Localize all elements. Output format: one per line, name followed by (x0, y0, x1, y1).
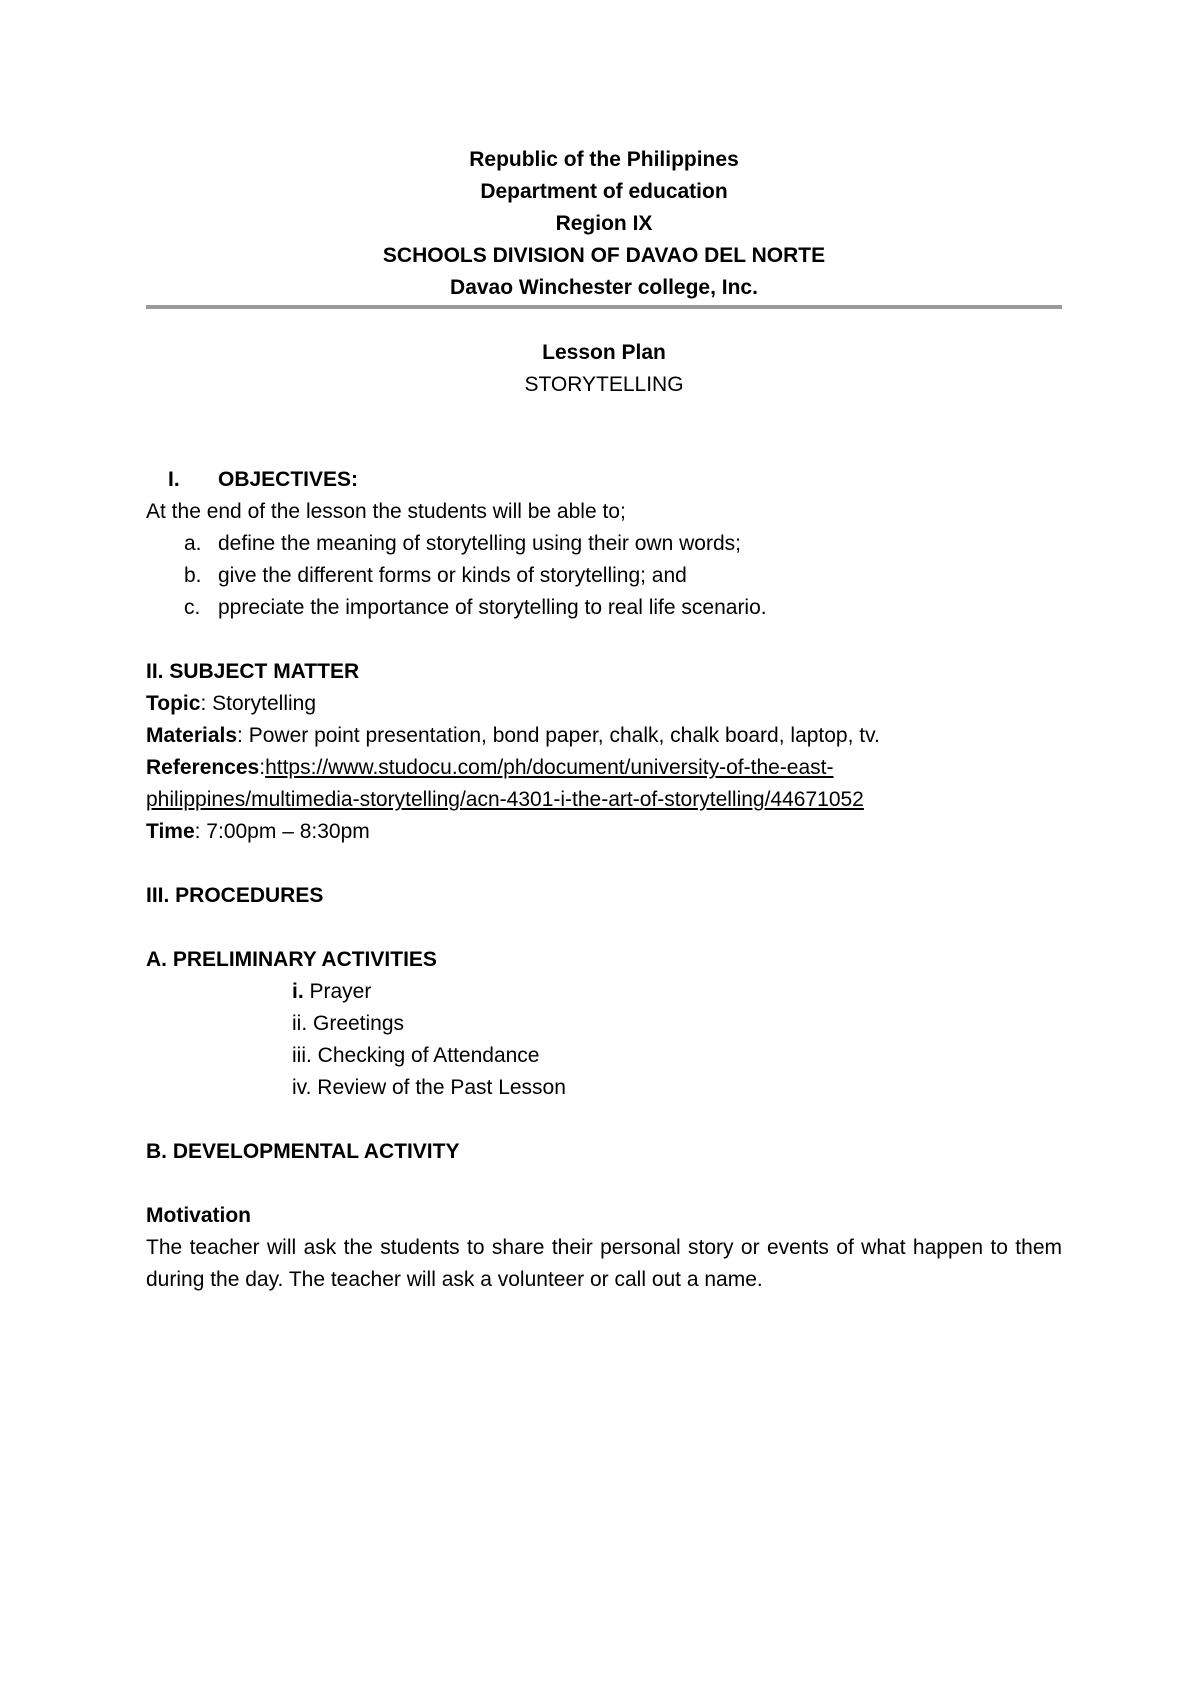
preliminary-item-attendance: iii. Checking of Attendance (292, 1044, 540, 1067)
objective-marker-b: b. (184, 564, 202, 587)
topic-line (146, 688, 316, 720)
objective-marker-a: a. (184, 532, 202, 555)
references-link-part2[interactable]: philippines/multimedia-storytelling/acn-4301-i-the-art-of-storytelling/44671052 (146, 788, 864, 811)
preliminary-item-review: iv. Review of the Past Lesson (292, 1076, 566, 1099)
procedures-heading: III. PROCEDURES (146, 884, 324, 907)
preliminary-heading: A. PRELIMINARY ACTIVITIES (146, 948, 437, 971)
references-separator: : (259, 756, 266, 779)
motivation-heading: Motivation (146, 1204, 251, 1227)
references-link-part1[interactable]: https://www.studocu.com/ph/document/university-of-the-east- (265, 756, 834, 779)
materials-label: Materials (146, 724, 238, 747)
header-divider (146, 305, 1062, 309)
time-value: : 7:00pm – 8:30pm (194, 820, 370, 843)
objective-item-b: give the different forms or kinds of storytelling; and (218, 564, 687, 587)
objective-item-c: ppreciate the importance of storytelling to real life scenario. (218, 596, 767, 619)
materials-value: : Power point presentation, bond paper, chalk, chalk board, laptop, tv. (237, 724, 880, 747)
objectives-heading: OBJECTIVES: (218, 468, 359, 491)
topic-label: Topic (146, 692, 201, 715)
references-line (146, 752, 834, 784)
header-division: SCHOOLS DIVISION OF DAVAO DEL NORTE (382, 244, 826, 267)
preliminary-marker-i: i. (292, 980, 304, 1003)
title-block (146, 337, 1062, 401)
time-line (146, 816, 370, 848)
motivation-body: The teacher will ask the students to share their personal story or events of what happen to them during the day. The teacher will ask a volunteer or call out a name. (146, 1236, 1062, 1291)
document-header (146, 144, 1062, 304)
topic-value: : Storytelling (200, 692, 317, 715)
references-label: References (146, 756, 260, 779)
objectives-number: I. (168, 468, 180, 491)
objectives-intro: At the end of the lesson the students will be able to; (146, 500, 626, 523)
objective-marker-c: c. (184, 596, 201, 619)
preliminary-item-prayer (292, 976, 371, 1008)
objective-item-a: define the meaning of storytelling using their own words; (218, 532, 741, 555)
developmental-heading: B. DEVELOPMENTAL ACTIVITY (146, 1140, 460, 1163)
lesson-plan-title: Lesson Plan (542, 341, 666, 364)
subject-matter-heading: II. SUBJECT MATTER (146, 660, 360, 683)
header-region: Region IX (555, 212, 653, 235)
header-department: Department of education (480, 180, 728, 203)
header-republic: Republic of the Philippines (469, 148, 739, 171)
header-school: Davao Winchester college, Inc. (450, 276, 758, 299)
time-label: Time (146, 820, 195, 843)
preliminary-item-greetings: ii. Greetings (292, 1012, 405, 1035)
materials-line (146, 720, 880, 752)
preliminary-text-prayer: Prayer (303, 980, 372, 1003)
lesson-subtitle: STORYTELLING (524, 373, 684, 396)
